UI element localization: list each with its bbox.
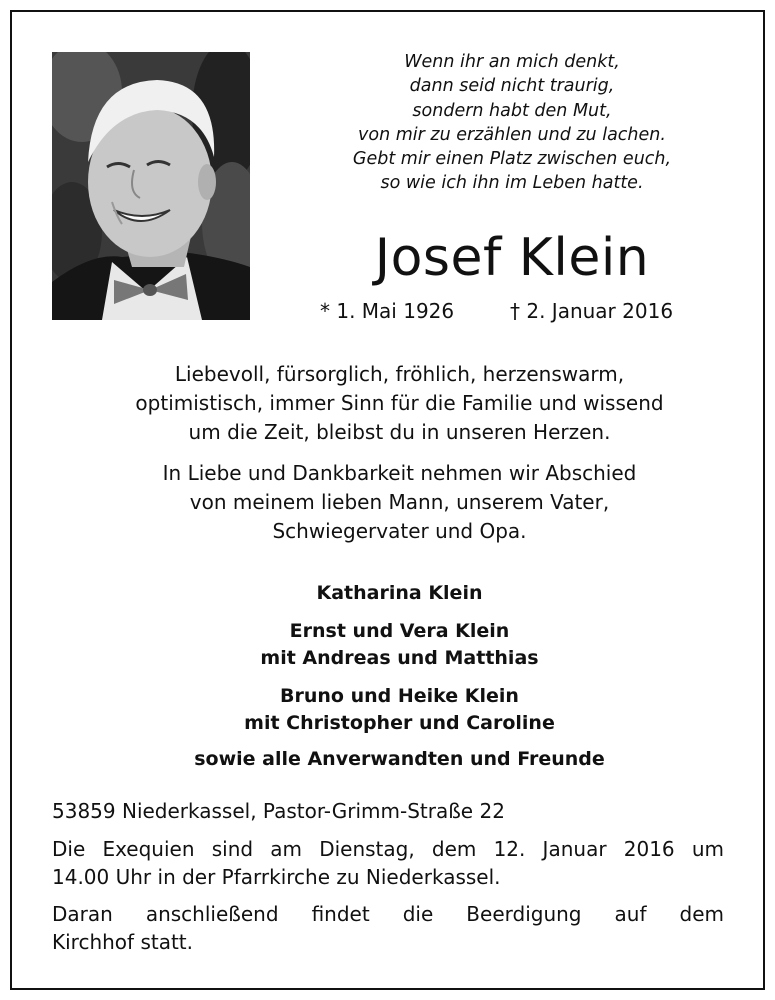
mourner-widow	[52, 580, 747, 607]
farewell-line: Schwiegervater und Opa.	[272, 519, 527, 543]
farewell-line: von meinem lieben Mann, unserem Vater,	[189, 490, 610, 514]
exequien-line: 14.00 Uhr in der Pfarrkirche zu Niederkassel.	[52, 865, 501, 889]
portrait-photo	[52, 52, 250, 320]
poem-line: sondern habt den Mut,	[412, 100, 612, 121]
mourner-children: mit Christopher und Caroline	[244, 712, 555, 734]
deceased-name: Josef Klein	[374, 228, 650, 288]
memorial-poem	[282, 50, 742, 196]
mourner-name: sowie alle Anverwandten und Freunde	[194, 748, 605, 770]
life-dates	[312, 298, 712, 324]
mourner-family-2	[52, 683, 747, 737]
exequien-line: Die Exequien sind am Dienstag, dem 12. Januar 2016 um	[52, 837, 724, 861]
mourner-name: Ernst und Vera Klein	[289, 620, 510, 642]
farewell-text	[52, 459, 747, 546]
mourner-name: Bruno und Heike Klein	[280, 685, 519, 707]
poem-line: von mir zu erzählen und zu lachen.	[358, 124, 666, 145]
tribute-text	[52, 360, 747, 447]
poem-line: Gebt mir einen Platz zwischen euch,	[352, 149, 672, 170]
death-date: † 2. Januar 2016	[510, 299, 674, 323]
birth-date: * 1. Mai 1926	[320, 299, 455, 323]
burial-line: Daran anschließend findet die Beerdigung auf dem	[52, 902, 724, 926]
poem-line: so wie ich ihn im Leben hatte.	[380, 173, 644, 194]
mourner-children: mit Andreas und Matthias	[260, 647, 539, 669]
mourner-name: Katharina Klein	[316, 582, 483, 604]
address: 53859 Niederkassel, Pastor-Grimm-Straße 22	[52, 799, 505, 823]
tribute-line: um die Zeit, bleibst du in unseren Herzen.	[188, 420, 611, 444]
poem-line: Wenn ihr an mich denkt,	[404, 52, 620, 72]
exequien-info	[52, 835, 724, 891]
burial-line: Kirchhof statt.	[52, 930, 193, 954]
mourner-family-1	[52, 618, 747, 672]
mourner-others	[52, 746, 747, 773]
poem-line: dann seid nicht traurig,	[409, 76, 615, 97]
tribute-line: optimistisch, immer Sinn für die Familie und wissend	[135, 391, 664, 415]
burial-info	[52, 900, 724, 956]
tribute-line: Liebevoll, fürsorglich, fröhlich, herzenswarm,	[174, 362, 625, 386]
farewell-line: In Liebe und Dankbarkeit nehmen wir Abschied	[162, 461, 637, 485]
obituary-notice	[10, 10, 765, 990]
